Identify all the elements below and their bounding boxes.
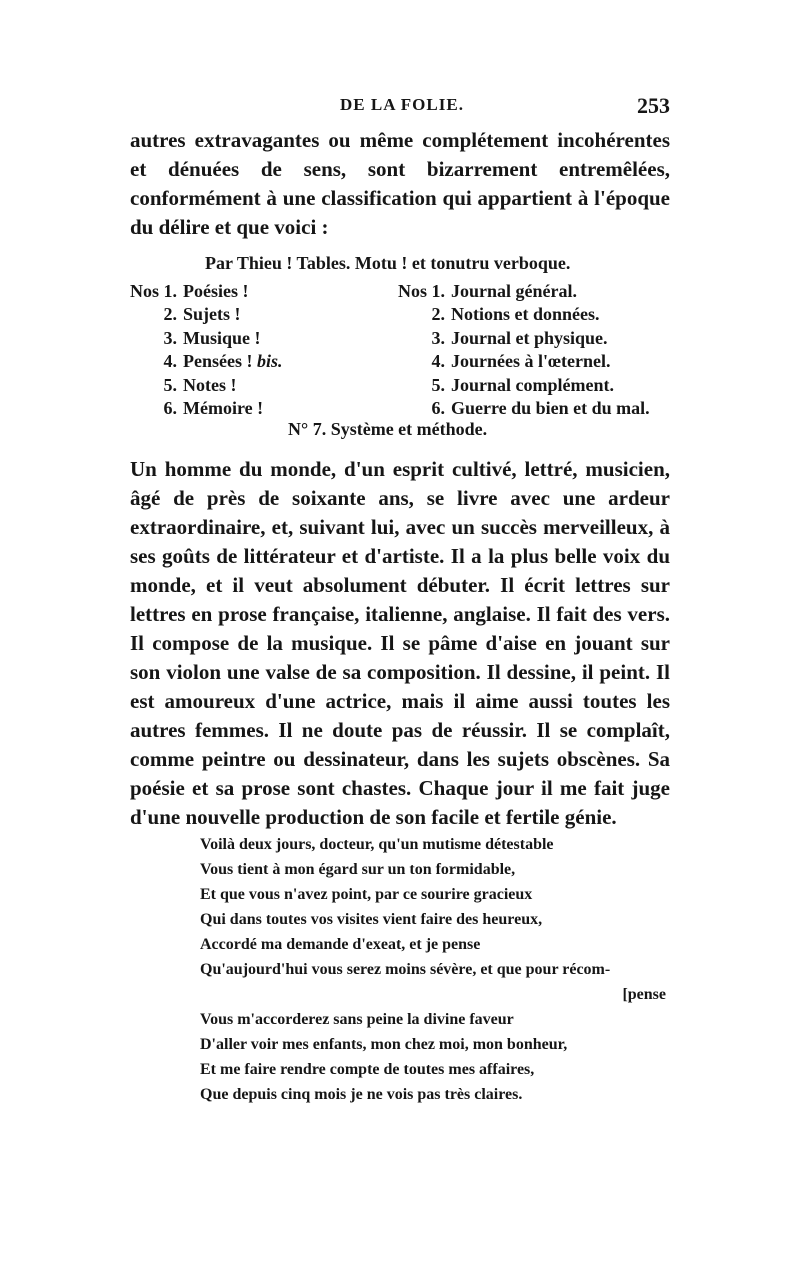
running-title: DE LA FOLIE. xyxy=(340,95,464,114)
item-label: Guerre du bien et du mal. xyxy=(451,398,650,419)
item-number: 4. xyxy=(163,351,177,372)
item-number: Nos 1. xyxy=(130,281,178,301)
item-number: 4. xyxy=(431,351,445,372)
poem-line: Vous tient à mon égard sur un ton formidable, xyxy=(200,861,516,878)
poem xyxy=(200,832,670,1107)
item-label: Journal général. xyxy=(451,281,577,301)
classification-right-column xyxy=(398,280,650,420)
item-label: Journal et physique. xyxy=(451,327,608,348)
item-label: Mémoire ! xyxy=(183,398,264,419)
poem-line-runover: [pense xyxy=(622,986,666,1003)
list-item xyxy=(130,327,283,350)
list-item xyxy=(398,374,650,397)
item-number: 3. xyxy=(431,327,445,348)
main-paragraph: Un homme du monde, d'un esprit cultivé, lettré, musicien, âgé de près de soixante ans, se livre avec une ardeur extraordinaire, et, suivant lui, avec un succès merveilleux, à ses goûts de littérateur et d'artiste. Il a la plus belle voix du monde, et il veut absolument débuter. Il écrit lettres sur lettres en prose française, italienne, anglaise. Il fait des vers. Il compose de la musique. Il se pâme d'aise en jouant sur son violon une valse de sa composition. Il dessine, il peint. Il est amoureux d'une actrice, mais il aime aussi toutes les autres femmes. Il ne doute pas de réussir. Il se complaît, comme peintre ou dessinateur, dans les sujets obscènes. Sa poésie et sa prose sont chastes. Chaque jour il me fait juge d'une nouvelle production de son facile et fertile génie. xyxy=(130,457,670,829)
list-item xyxy=(130,303,283,326)
poem-line: D'aller voir mes enfants, mon chez moi, mon bonheur, xyxy=(200,1036,568,1053)
item-number: 6. xyxy=(431,398,445,419)
classification-footer: N° 7. Système et méthode. xyxy=(288,419,488,439)
item-label: Notes ! xyxy=(183,374,237,395)
intro-paragraph: autres extravagantes ou même complétement incohérentes et dénuées de sens, sont bizarrement entremêlées, conformément à une classification qui appartient à l'époque du délire et que voici : xyxy=(130,128,670,239)
item-label: Journées à l'œternel. xyxy=(451,351,611,372)
item-number: 2. xyxy=(163,304,177,325)
page-number: 253 xyxy=(637,93,670,118)
poem-line: Vous m'accorderez sans peine la divine faveur xyxy=(200,1011,514,1028)
poem-line: Et que vous n'avez point, par ce sourire gracieux xyxy=(200,886,533,903)
poem-line: Qu'aujourd'hui vous serez moins sévère, et que pour récom- xyxy=(200,961,611,978)
item-label: Musique ! xyxy=(183,327,261,348)
list-item xyxy=(398,303,650,326)
item-number: 2. xyxy=(431,304,445,325)
classification-heading: Par Thieu ! Tables. Motu ! et tonutru verboque. xyxy=(205,253,571,273)
list-item xyxy=(398,280,650,303)
classification-left-column xyxy=(130,280,283,420)
list-item xyxy=(130,280,283,303)
item-number: 5. xyxy=(431,374,445,395)
item-label: Poésies ! xyxy=(183,281,249,301)
poem-line: Que depuis cinq mois je ne vois pas très claires. xyxy=(200,1086,523,1103)
item-label: Pensées ! xyxy=(183,351,253,372)
item-suffix: bis. xyxy=(256,351,283,372)
poem-line: Et me faire rendre compte de toutes mes affaires, xyxy=(200,1061,535,1078)
page-header xyxy=(130,93,670,123)
poem-line: Voilà deux jours, docteur, qu'un mutisme détestable xyxy=(200,836,554,853)
item-label: Journal complément. xyxy=(451,374,614,395)
list-item xyxy=(130,350,283,373)
item-number: 3. xyxy=(163,327,177,348)
poem-line: Accordé ma demande d'exeat, et je pense xyxy=(200,936,481,953)
list-item xyxy=(130,374,283,397)
item-number: 5. xyxy=(163,374,177,395)
list-item xyxy=(398,397,650,420)
item-label: Sujets ! xyxy=(183,304,241,325)
list-item xyxy=(398,350,650,373)
item-number: 6. xyxy=(163,398,177,419)
item-label: Notions et données. xyxy=(451,304,600,325)
list-item xyxy=(398,327,650,350)
poem-line: Qui dans toutes vos visites vient faire des heureux, xyxy=(200,911,543,928)
list-item xyxy=(130,397,283,420)
item-number: Nos 1. xyxy=(398,281,446,301)
